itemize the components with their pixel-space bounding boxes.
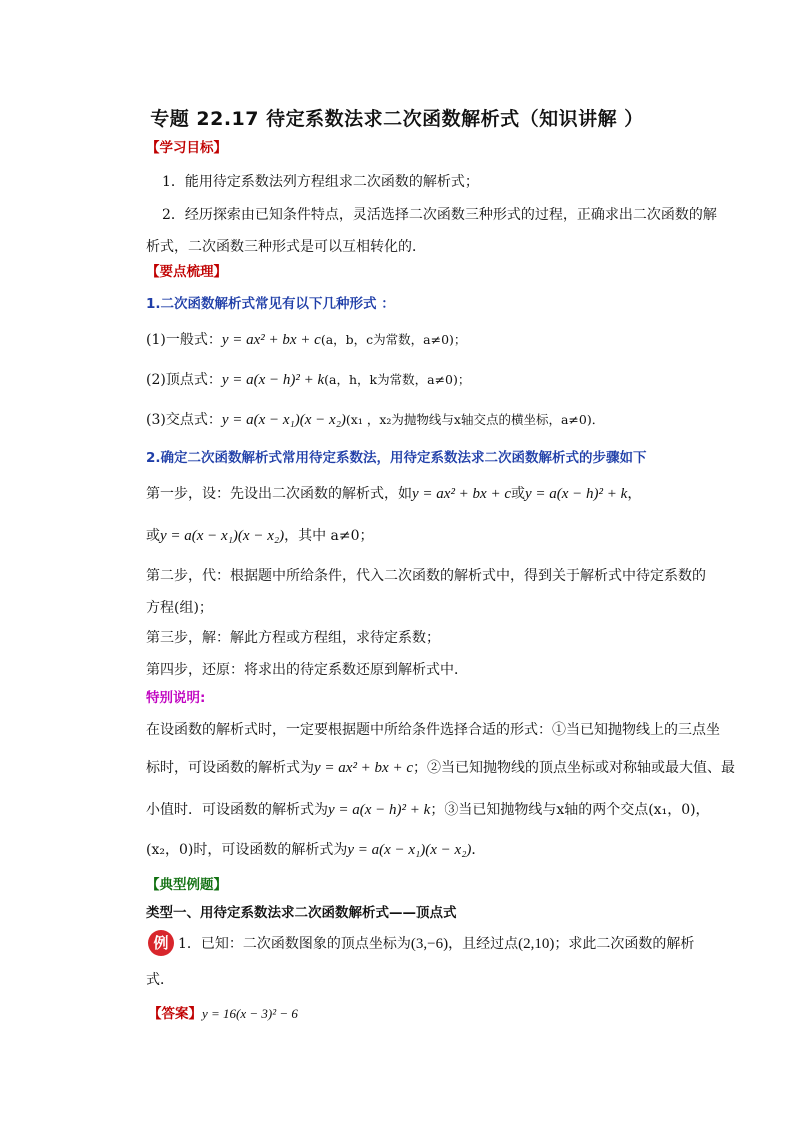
form-intercept-expr: y = a(x − x₁)(x − x₂) bbox=[221, 412, 346, 428]
goals-header: 【学习目标】 bbox=[146, 140, 227, 156]
point-1-heading: 1.二次函数解析式常见有以下几种形式 ： bbox=[146, 296, 395, 312]
special-2-expr: y = ax² + bx + c bbox=[314, 760, 413, 776]
special-3-text-a: 小值时．可设函数的解析式为 bbox=[146, 802, 328, 818]
form-general bbox=[146, 330, 466, 350]
example-1-line-a bbox=[178, 934, 694, 954]
form-general-note: (a，b，c为常数，a≠0)； bbox=[320, 332, 467, 347]
step-1-expr-general: y = ax² + bx + c bbox=[412, 486, 511, 502]
example-1-text-a: 1．已知：二次函数图象的顶点坐标为 bbox=[178, 936, 411, 952]
example-1-vertex: (3,−6) bbox=[410, 936, 449, 952]
step-1b-or: 或 bbox=[146, 528, 160, 544]
form-intercept-label: (3)交点式： bbox=[146, 412, 222, 428]
step-3: 第三步，解：解此方程或方程组，求待定系数； bbox=[146, 630, 440, 646]
special-line-1: 在设函数的解析式时，一定要根据题中所给条件选择合适的形式：①当已知抛物线上的三点坐 bbox=[146, 722, 720, 738]
example-1-point: (2,10) bbox=[518, 936, 555, 952]
step-1-expr-vertex: y = a(x − h)² + k bbox=[525, 486, 628, 502]
page-title: 专题 22.17 待定系数法求二次函数解析式（知识讲解 ） bbox=[150, 108, 644, 130]
step-1 bbox=[146, 484, 641, 504]
answer-expr: y = 16(x − 3)² − 6 bbox=[202, 1006, 298, 1021]
form-general-expr: y = ax² + bx + c bbox=[221, 332, 321, 348]
step-2-line-a: 第二步，代：根据题中所给条件，代入二次函数的解析式中，得到关于解析式中待定系数的 bbox=[146, 568, 706, 584]
form-vertex-label: (2)顶点式： bbox=[146, 372, 222, 388]
example-1-text-c: ；求此二次函数的解析 bbox=[554, 936, 695, 952]
form-general-label: (1)一般式： bbox=[146, 332, 222, 348]
special-line-4 bbox=[146, 840, 485, 860]
step-1b-end: ，其中 a≠0； bbox=[284, 528, 374, 544]
points-header: 【要点梳理】 bbox=[146, 264, 227, 280]
special-3-text-b: ；③当已知抛物线与x轴的两个交点(x₁，0)， bbox=[430, 802, 710, 818]
point-2-heading: 2.确定二次函数解析式常用待定系数法，用待定系数法求二次函数解析式的步骤如下 bbox=[146, 450, 647, 466]
step-2-line-b: 方程(组)； bbox=[146, 600, 213, 616]
special-4-text-b: ． bbox=[471, 842, 486, 858]
step-1-end: ， bbox=[627, 486, 642, 502]
form-vertex-expr: y = a(x − h)² + k bbox=[221, 372, 325, 388]
goal-1: 1．能用待定系数法列方程组求二次函数的解析式； bbox=[162, 174, 479, 190]
step-1-or: 或 bbox=[511, 486, 525, 502]
examples-header: 【典型例题】 bbox=[146, 877, 227, 893]
form-intercept bbox=[146, 410, 604, 430]
special-header: 特别说明: bbox=[146, 690, 206, 706]
special-line-3 bbox=[146, 800, 710, 820]
special-2-text-b: ；②当已知抛物线的顶点坐标或对称轴或最大值、最 bbox=[413, 760, 735, 776]
step-4: 第四步，还原：将求出的待定系数还原到解析式中． bbox=[146, 662, 468, 678]
special-4-text-a: (x₂，0)时，可设函数的解析式为 bbox=[146, 842, 348, 858]
form-intercept-note: (x₁ ，x₂为抛物线与x轴交点的横坐标，a≠0)． bbox=[345, 412, 605, 427]
answer-label: 【答案】 bbox=[148, 1006, 202, 1022]
step-1b-expr: y = a(x − x₁)(x − x₂) bbox=[160, 528, 285, 544]
goal-2-line-a: 2．经历探索由已知条件特点，灵活选择二次函数三种形式的过程，正确求出二次函数的解 bbox=[162, 207, 717, 223]
example-badge-icon: 例 bbox=[148, 930, 174, 956]
answer-line bbox=[148, 1004, 298, 1024]
special-2-text-a: 标时，可设函数的解析式为 bbox=[146, 760, 314, 776]
form-vertex bbox=[146, 370, 470, 390]
goal-2-line-b: 析式，二次函数三种形式是可以互相转化的． bbox=[146, 239, 426, 255]
special-4-expr: y = a(x − x₁)(x − x₂) bbox=[347, 842, 472, 858]
special-line-2 bbox=[146, 758, 735, 778]
example-1-text-b: ，且经过点 bbox=[448, 936, 519, 952]
form-vertex-note: (a，h，k为常数，a≠0)； bbox=[324, 372, 471, 387]
step-1b bbox=[146, 526, 374, 546]
example-1-line-b: 式． bbox=[146, 972, 174, 988]
type-1-heading: 类型一、用待定系数法求二次函数解析式——顶点式 bbox=[146, 905, 457, 921]
special-3-expr: y = a(x − h)² + k bbox=[328, 802, 431, 818]
step-1-text: 第一步，设：先设出二次函数的解析式，如 bbox=[146, 486, 412, 502]
